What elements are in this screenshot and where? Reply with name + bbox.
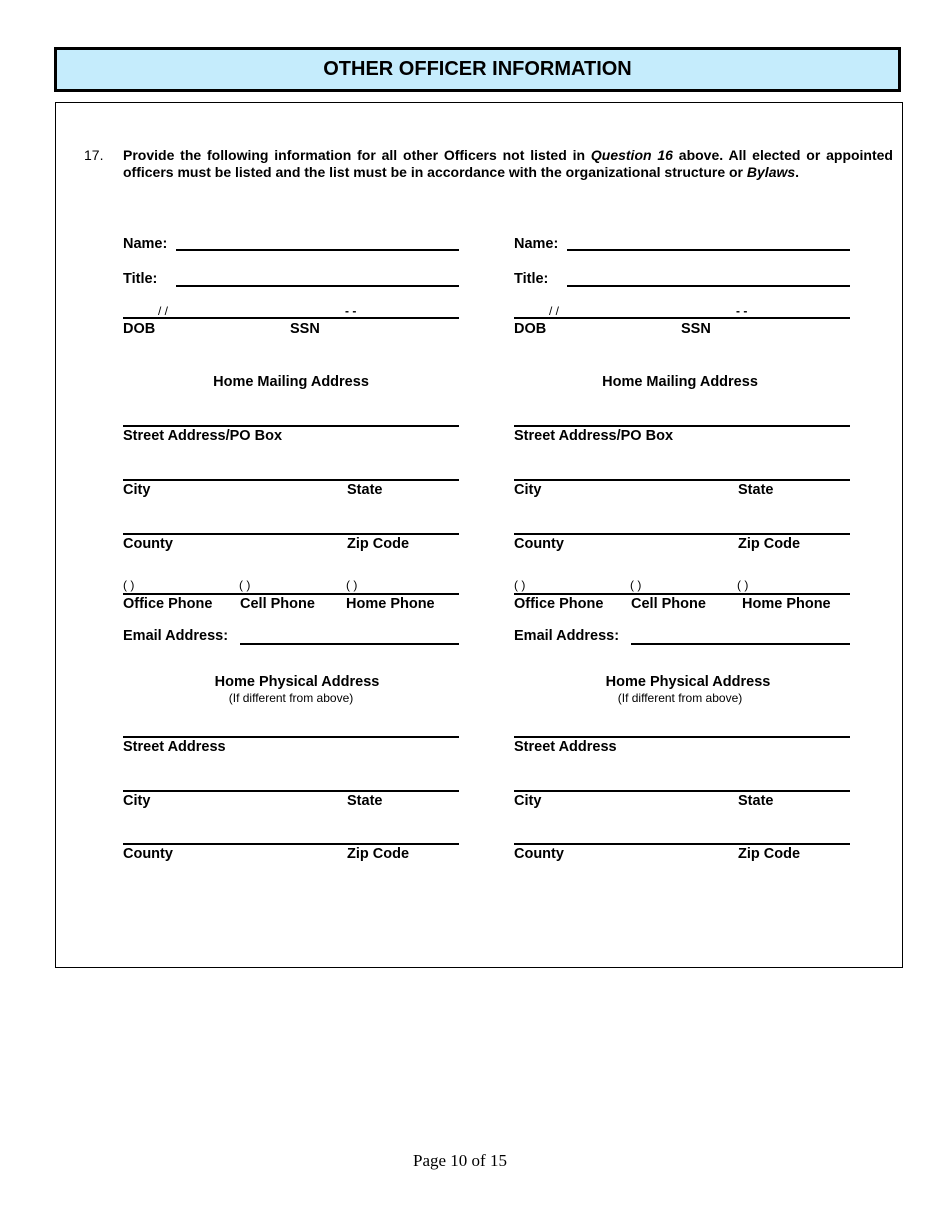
dob-ssn-field[interactable] — [514, 317, 850, 319]
physical-state-label: State — [738, 793, 774, 809]
question-text: Provide the following information for all other Officers not listed in Question 16 above. All elected or appointed officers must be listed and the list must be in accordance with the organizational structure or Bylaws. — [123, 147, 893, 180]
cell-phone-paren: ( ) — [630, 578, 642, 592]
ssn-label: SSN — [681, 321, 711, 337]
title-field[interactable] — [176, 285, 459, 287]
physical-zip-label: Zip Code — [738, 846, 801, 862]
dob-label: DOB — [514, 321, 547, 337]
mailing-street-field[interactable] — [514, 425, 850, 427]
physical-street-field[interactable] — [123, 736, 459, 738]
physical-county-label: County — [123, 846, 173, 862]
physical-street-label: Street Address — [123, 739, 226, 755]
home-phone-label: Home Phone — [346, 596, 435, 612]
physical-city-label: City — [514, 793, 542, 809]
name-label: Name: — [123, 236, 168, 252]
name-field[interactable] — [176, 249, 459, 251]
office-phone-paren: ( ) — [514, 578, 526, 592]
question-ref: Question 16 — [590, 147, 673, 163]
dob-ssn-field[interactable] — [123, 317, 459, 319]
ssn-dashes: - - — [736, 304, 748, 318]
cell-phone-label: Cell Phone — [240, 596, 315, 612]
mailing-county-zip-field[interactable] — [123, 533, 459, 535]
physical-zip-label: Zip Code — [347, 846, 410, 862]
physical-address-heading: Home Physical Address — [214, 674, 380, 690]
home-phone-paren: ( ) — [737, 578, 749, 592]
physical-state-label: State — [347, 793, 383, 809]
office-phone-label: Office Phone — [123, 596, 213, 612]
mailing-state-label: State — [738, 482, 774, 498]
physical-address-note: (If different from above) — [617, 691, 743, 705]
physical-city-state-field[interactable] — [514, 790, 850, 792]
mailing-zip-label: Zip Code — [738, 536, 801, 552]
mailing-state-label: State — [347, 482, 383, 498]
mailing-city-state-field[interactable] — [123, 479, 459, 481]
home-phone-label: Home Phone — [742, 596, 831, 612]
dob-slashes: / / — [158, 304, 169, 318]
ssn-dashes: - - — [345, 304, 357, 318]
mailing-county-label: County — [514, 536, 564, 552]
name-label: Name: — [514, 236, 559, 252]
mailing-county-zip-field[interactable] — [514, 533, 850, 535]
email-label: Email Address: — [514, 628, 620, 644]
physical-city-state-field[interactable] — [123, 790, 459, 792]
mailing-address-heading: Home Mailing Address — [602, 374, 758, 390]
phone-field[interactable] — [123, 593, 459, 595]
cell-phone-label: Cell Phone — [631, 596, 706, 612]
phone-field[interactable] — [514, 593, 850, 595]
home-phone-paren: ( ) — [346, 578, 358, 592]
mailing-street-label: Street Address/PO Box — [123, 428, 283, 444]
mailing-city-label: City — [514, 482, 542, 498]
mailing-city-state-field[interactable] — [514, 479, 850, 481]
title-label: Title: — [514, 271, 549, 287]
mailing-zip-label: Zip Code — [347, 536, 410, 552]
title-field[interactable] — [567, 285, 850, 287]
officer-column-left — [123, 0, 459, 1000]
dob-slashes: / / — [549, 304, 560, 318]
email-label: Email Address: — [123, 628, 229, 644]
physical-address-heading: Home Physical Address — [605, 674, 771, 690]
physical-county-zip-field[interactable] — [514, 843, 850, 845]
page-number: Page 10 of 15 — [413, 1151, 507, 1170]
physical-county-label: County — [514, 846, 564, 862]
physical-city-label: City — [123, 793, 151, 809]
physical-county-zip-field[interactable] — [123, 843, 459, 845]
cell-phone-paren: ( ) — [239, 578, 251, 592]
office-phone-label: Office Phone — [514, 596, 604, 612]
email-field[interactable] — [631, 643, 850, 645]
office-phone-paren: ( ) — [123, 578, 135, 592]
officer-column-right — [514, 0, 850, 1000]
physical-address-note: (If different from above) — [228, 691, 354, 705]
mailing-street-label: Street Address/PO Box — [514, 428, 674, 444]
dob-label: DOB — [123, 321, 156, 337]
ssn-label: SSN — [290, 321, 320, 337]
question-number: 17. — [84, 147, 104, 163]
email-field[interactable] — [240, 643, 459, 645]
mailing-city-label: City — [123, 482, 151, 498]
physical-street-label: Street Address — [514, 739, 617, 755]
mailing-street-field[interactable] — [123, 425, 459, 427]
mailing-address-heading: Home Mailing Address — [213, 374, 369, 390]
section-title: OTHER OFFICER INFORMATION — [323, 58, 632, 80]
physical-street-field[interactable] — [514, 736, 850, 738]
bylaws-ref: Bylaws — [746, 164, 796, 180]
title-label: Title: — [123, 271, 158, 287]
name-field[interactable] — [567, 249, 850, 251]
mailing-county-label: County — [123, 536, 173, 552]
